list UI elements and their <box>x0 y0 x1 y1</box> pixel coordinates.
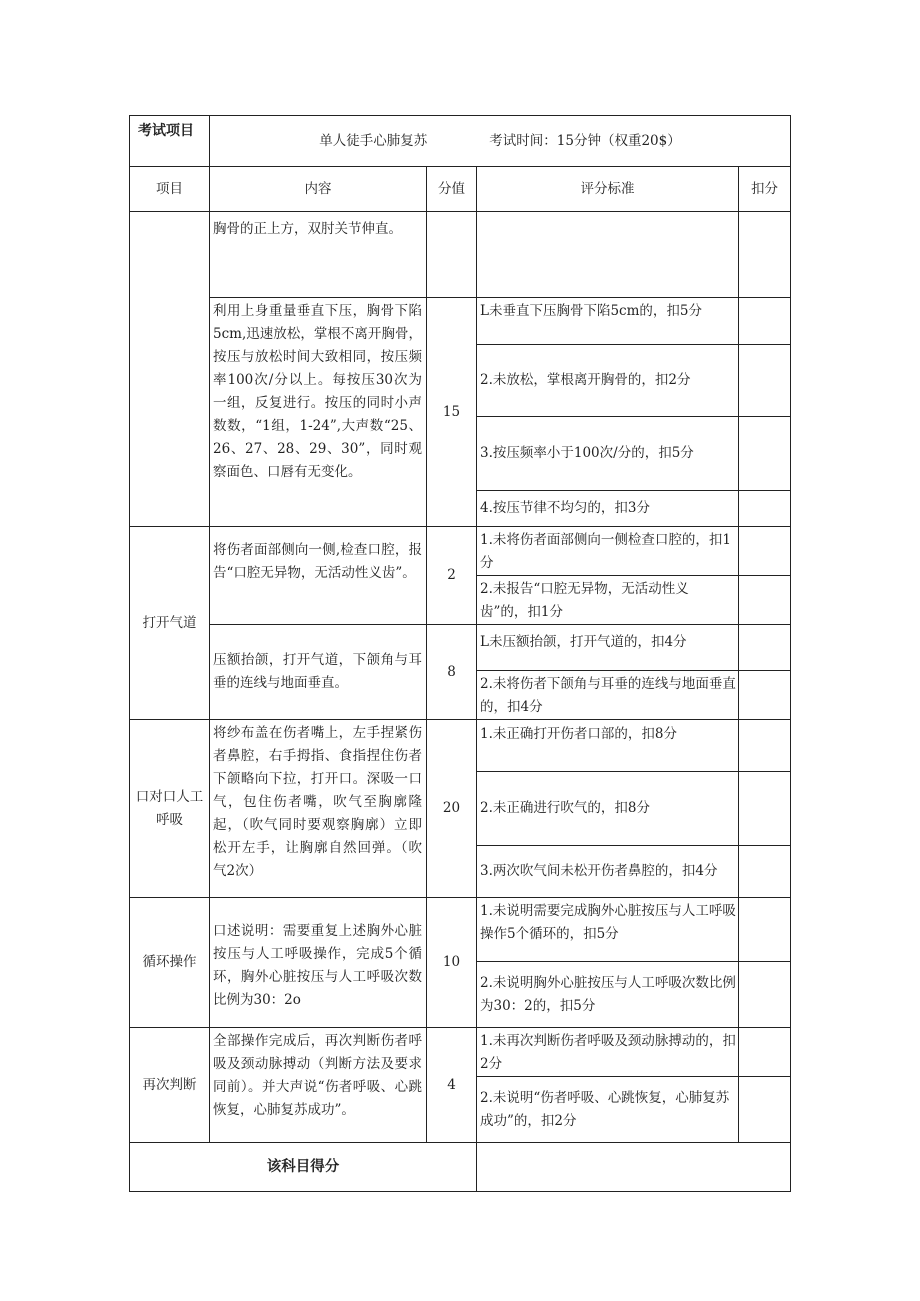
project-cell-airway: 打开气道 <box>130 527 210 720</box>
exam-name: 单人徒手心肺复苏 <box>319 132 428 149</box>
deduction-cell[interactable] <box>739 671 791 720</box>
table-row <box>130 527 791 576</box>
deduction-cell[interactable] <box>739 772 791 846</box>
content-cell: 将纱布盖在伤者嘴上，左手捏紧伤者鼻腔，右手拇指、食指捏住伤者下颌略向下拉，打开口。深吸一口气，包住伤者嘴，吹气至胸廓隆起，（吹气同时要观察胸廓）立即松开左手，让胸廓自然回弹。（吹气2次） <box>210 720 427 898</box>
content-cell: 胸骨的正上方，双肘关节伸直。 <box>210 212 427 298</box>
content-cell: 将伤者面部侧向一侧,检查口腔，报告“口腔无异物，无活动性义齿”。 <box>210 527 427 625</box>
score-cell: 15 <box>427 298 477 527</box>
criteria-cell: L未垂直下压胸骨下陷5cm的，扣5分 <box>477 298 739 345</box>
score-cell: 10 <box>427 898 477 1028</box>
total-row <box>130 1143 791 1192</box>
deduction-cell[interactable] <box>739 212 791 298</box>
col-header-criteria: 评分标准 <box>477 167 739 212</box>
criteria-cell: 1.未说明需要完成胸外心脏按压与人工呼吸操作5个循环的，扣5分 <box>477 898 739 962</box>
col-header-deduction: 扣分 <box>739 167 791 212</box>
criteria-cell: 1.未将伤者面部侧向一侧检查口腔的，扣1分 <box>477 527 739 576</box>
deduction-cell[interactable] <box>739 625 791 671</box>
score-cell: 8 <box>427 625 477 720</box>
criteria-cell: L未压额抬颌，打开气道的，扣4分 <box>477 625 739 671</box>
col-header-content: 内容 <box>210 167 427 212</box>
score-cell: 20 <box>427 720 477 898</box>
criteria-cell: 3.两次吹气间未松开伤者鼻腔的，扣4分 <box>477 846 739 898</box>
content-cell: 利用上身重量垂直下压，胸骨下陷5cm,迅速放松，掌根不离开胸骨，按压与放松时间大致相同，按压频率100次/分以上。每按压30次为一组，反复进行。按压的同时小声数数，“1组，1-24”,大声数“25、26、27、28、29、30”，同时观察面色、口唇有无变化。 <box>210 298 427 527</box>
exam-time: 考试时间：15分钟（权重20$） <box>489 132 681 149</box>
content-cell: 压额抬颌，打开气道，下颌角与耳垂的连线与地面垂直。 <box>210 625 427 720</box>
deduction-cell[interactable] <box>739 576 791 625</box>
scoring-table <box>129 115 791 1192</box>
criteria-cell: 4.按压节律不均匀的，扣3分 <box>477 491 739 527</box>
total-score-cell[interactable] <box>477 1143 791 1192</box>
project-cell-cycle: 循环操作 <box>130 898 210 1028</box>
deduction-cell[interactable] <box>739 298 791 345</box>
content-cell: 全部操作完成后，再次判断伤者呼吸及颈动脉搏动（判断方法及要求同前）。并大声说“伤者呼吸、心跳恢复，心肺复苏成功”。 <box>210 1028 427 1143</box>
criteria-cell: 2.未说明胸外心脏按压与人工呼吸次数比例为30：2的，扣5分 <box>477 962 739 1028</box>
content-cell: 口述说明：需要重复上述胸外心脏按压与人工呼吸操作，完成5个循环，胸外心脏按压与人工呼吸次数比例为30：2o <box>210 898 427 1028</box>
scoring-sheet <box>129 115 790 1192</box>
criteria-cell: 2.未放松，掌根离开胸骨的，扣2分 <box>477 345 739 417</box>
table-row <box>130 1028 791 1077</box>
deduction-cell[interactable] <box>739 1077 791 1143</box>
table-row <box>130 898 791 962</box>
score-cell: 4 <box>427 1028 477 1143</box>
criteria-cell: 1.未再次判断伤者呼吸及颈动脉搏动的，扣2分 <box>477 1028 739 1077</box>
table-row <box>130 212 791 298</box>
table-row <box>130 625 791 671</box>
deduction-cell[interactable] <box>739 962 791 1028</box>
deduction-cell[interactable] <box>739 898 791 962</box>
exam-header-row <box>130 116 791 167</box>
criteria-cell: 1.未正确打开伤者口部的，扣8分 <box>477 720 739 772</box>
deduction-cell[interactable] <box>739 720 791 772</box>
exam-item-label: 考试项目 <box>130 116 210 167</box>
col-header-project: 项目 <box>130 167 210 212</box>
project-cell-breathing: 口对口人工呼吸 <box>130 720 210 898</box>
exam-title-cell <box>210 116 791 167</box>
column-header-row <box>130 167 791 212</box>
criteria-cell: 3.按压频率小于100次/分的，扣5分 <box>477 417 739 491</box>
project-cell-reassess: 再次判断 <box>130 1028 210 1143</box>
criteria-cell <box>477 212 739 298</box>
deduction-cell[interactable] <box>739 417 791 491</box>
criteria-cell: 2.未报告“口腔无异物，无活动性义齿”的，扣1分 <box>477 576 739 625</box>
criteria-cell: 2.未说明“伤者呼吸、心跳恢复，心肺复苏成功”的，扣2分 <box>477 1077 739 1143</box>
deduction-cell[interactable] <box>739 1028 791 1077</box>
criteria-cell: 2.未正确进行吹气的，扣8分 <box>477 772 739 846</box>
deduction-cell[interactable] <box>739 527 791 576</box>
criteria-cell: 2.未将伤者下颌角与耳垂的连线与地面垂直的，扣4分 <box>477 671 739 720</box>
deduction-cell[interactable] <box>739 345 791 417</box>
deduction-cell[interactable] <box>739 491 791 527</box>
score-cell: 2 <box>427 527 477 625</box>
project-cell-compression <box>130 212 210 527</box>
table-row <box>130 298 791 345</box>
col-header-score: 分值 <box>427 167 477 212</box>
score-cell <box>427 212 477 298</box>
deduction-cell[interactable] <box>739 846 791 898</box>
table-row <box>130 720 791 772</box>
total-label: 该科目得分 <box>130 1143 477 1192</box>
